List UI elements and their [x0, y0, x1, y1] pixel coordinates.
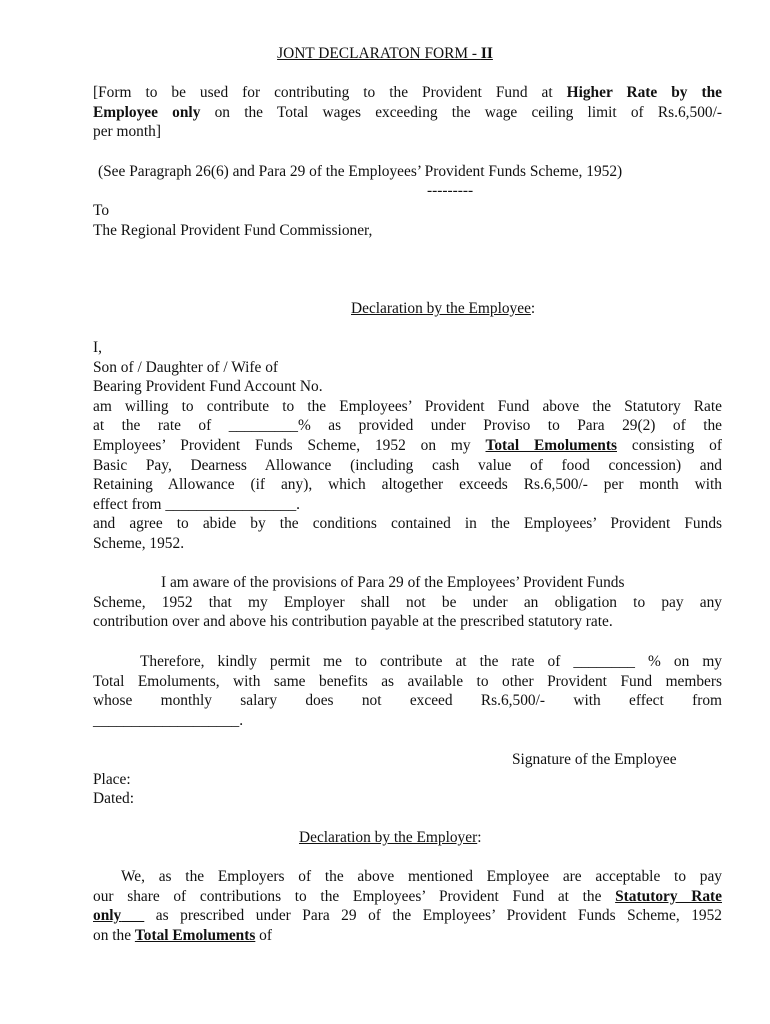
- decl-i-line: I,: [93, 339, 102, 356]
- decl-son-of-line: Son of / Daughter of / Wife of: [93, 358, 279, 376]
- higher-rate-bold: Higher Rate by the: [566, 84, 722, 101]
- therefore-line-1: Therefore, kindly permit me to contribute at the rate of ________ % on my: [140, 653, 722, 670]
- decl-line-7: and agree to abide by the conditions contained in the Employees’ Provident Funds: [93, 515, 722, 533]
- employer-line-4: on the Total Emoluments of: [93, 926, 272, 944]
- decl-account-line: Bearing Provident Fund Account No.: [93, 378, 323, 396]
- employee-declaration-heading: Declaration by the Employee:: [351, 300, 536, 317]
- employee-only-bold: Employee only: [93, 103, 201, 121]
- employer-declaration-heading: Declaration by the Employer:: [299, 829, 482, 846]
- statutory-rate-bold: Statutory Rate: [615, 887, 722, 905]
- decl-line-1: am willing to contribute to the Employees’ Provident Fund above the Statutory Rate: [93, 397, 722, 415]
- scheme-reference: (See Paragraph 26(6) and Para 29 of the Employees’ Provident Funds Scheme, 1952): [98, 163, 623, 180]
- employer-line-2: our share of contributions to the Employees’ Provident Fund at the Statutory Rate: [93, 887, 722, 905]
- total-emoluments-bold: Total Emoluments: [485, 436, 617, 454]
- decl-line-4: Basic Pay, Dearness Allowance (including cash value of food concession) and: [93, 456, 722, 474]
- intro-line-2: Employee only on the Total wages exceeding the wage ceiling limit of Rs.6,500/-: [93, 103, 722, 121]
- form-title-text: JONT DECLARATON FORM -: [277, 45, 481, 62]
- form-title-number: II: [480, 45, 493, 62]
- addressee: The Regional Provident Fund Commissioner,: [93, 222, 373, 239]
- intro-line-1: [Form to be used for contributing to the Provident Fund at Higher Rate by the: [93, 84, 722, 101]
- therefore-line-2: Total Emoluments, with same benefits as available to other Provident Fund members: [93, 672, 722, 690]
- place-label: Place:: [93, 771, 131, 788]
- dated-label: Dated:: [93, 790, 135, 807]
- total-emoluments-bold-2: Total Emoluments: [134, 926, 256, 944]
- employer-line-1: We, as the Employers of the above mentioned Employee are acceptable to pay: [121, 868, 722, 885]
- employee-declaration: [93, 338, 722, 554]
- decl-line-5: Retaining Allowance (if any), which altogether exceeds Rs.6,500/- per month with: [93, 476, 722, 494]
- only-bold: only: [93, 907, 122, 925]
- decl-line-2: at the rate of _________% as provided under Proviso to Para 29(2) of the: [93, 417, 722, 435]
- form-title: [0, 44, 770, 64]
- form-intro: [93, 83, 722, 142]
- decl-line-3: Employees’ Provident Funds Scheme, 1952 on my Total Emoluments consisting of: [93, 436, 723, 454]
- employer-declaration: [93, 867, 722, 945]
- employer-line-3: only as prescribed under Para 29 of the Employees’ Provident Funds Scheme, 1952: [93, 907, 722, 925]
- to-label: To: [93, 202, 110, 219]
- aware-paragraph: [93, 573, 722, 632]
- aware-line-2: Scheme, 1952 that my Employer shall not be under an obligation to pay any: [93, 593, 722, 611]
- therefore-line-3: whose monthly salary does not exceed Rs.6,500/- with effect from: [93, 692, 722, 710]
- therefore-paragraph: [93, 652, 722, 730]
- therefore-line-4: ___________________.: [93, 711, 244, 729]
- intro-line-3: per month]: [93, 123, 161, 141]
- decl-line-6: effect from _________________.: [93, 495, 301, 513]
- decl-line-8: Scheme, 1952.: [93, 534, 185, 552]
- separator-dashes: ---------: [427, 182, 474, 199]
- employee-signature-label: Signature of the Employee: [512, 751, 677, 768]
- aware-line-1: I am aware of the provisions of Para 29 of the Employees’ Provident Funds: [161, 574, 625, 591]
- aware-line-3: contribution over and above his contribution payable at the prescribed statutory rate.: [93, 613, 613, 631]
